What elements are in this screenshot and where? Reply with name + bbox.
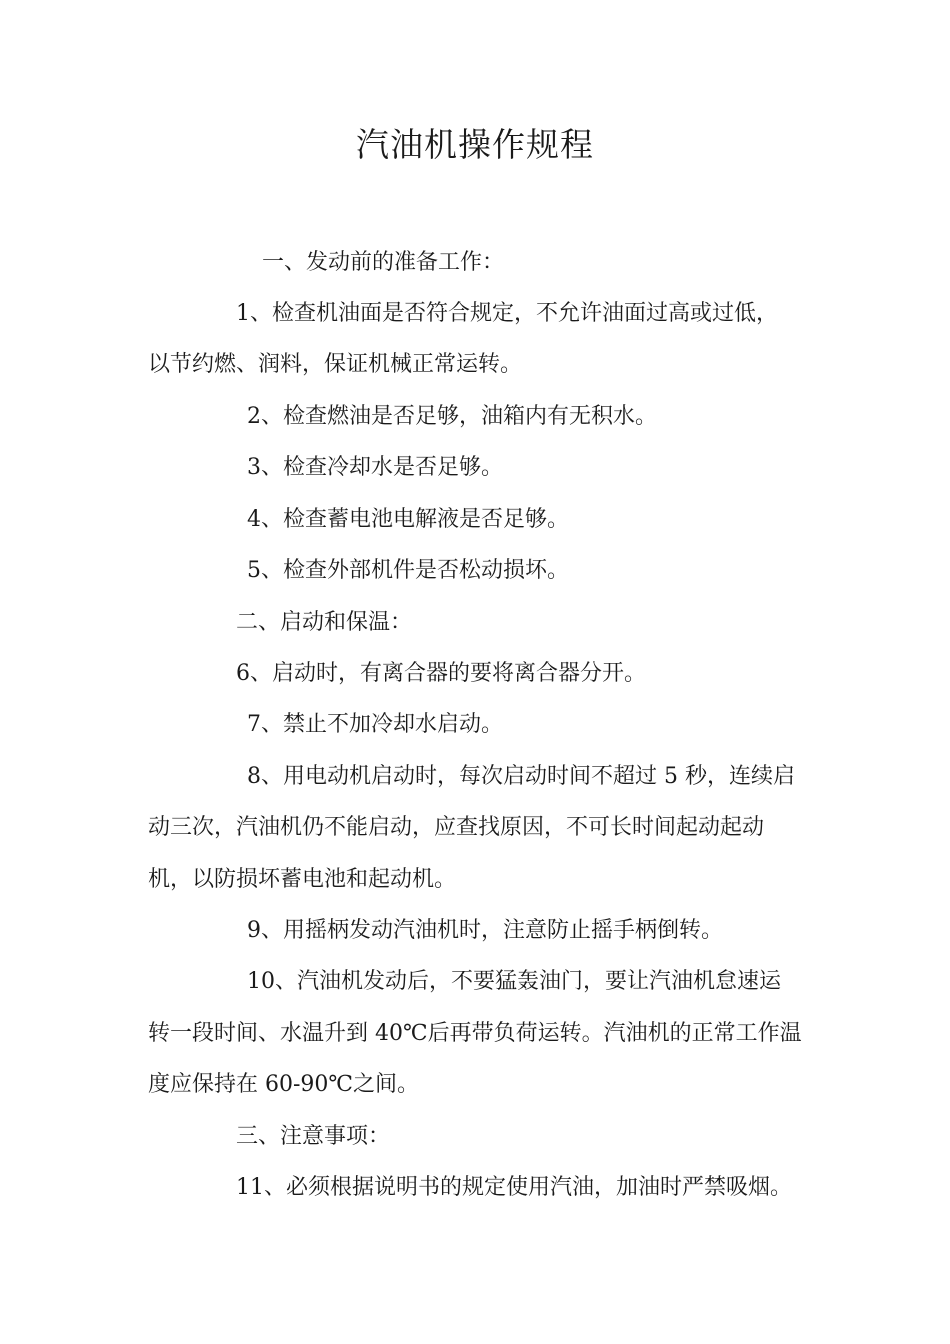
section-heading-preparation: 一、发动前的准备工作：	[262, 250, 505, 275]
paragraph-line: 转一段时间、水温升到 40℃后再带负荷运转。汽油机的正常工作温	[148, 1021, 802, 1046]
paragraph-line: 1、检查机油面是否符合规定，不允许油面过高或过低，	[236, 301, 778, 326]
paragraph-line: 2、检查燃油是否足够，油箱内有无积水。	[247, 404, 657, 429]
paragraph-line: 10、汽油机发动后，不要猛轰油门，要让汽油机怠速运	[247, 969, 781, 994]
paragraph-line: 8、用电动机启动时，每次启动时间不超过 5 秒，连续启	[247, 764, 795, 789]
paragraph-line: 5、检查外部机件是否松动损坏。	[247, 558, 569, 583]
paragraph-line: 11、必须根据说明书的规定使用汽油，加油时严禁吸烟。	[236, 1175, 792, 1200]
paragraph-line: 4、检查蓄电池电解液是否足够。	[247, 507, 569, 532]
paragraph-line: 以节约燃、润料，保证机械正常运转。	[148, 352, 523, 377]
section-heading-notes: 三、注意事项：	[236, 1124, 391, 1149]
paragraph-line: 动三次，汽油机仍不能启动，应查找原因，不可长时间起动起动	[148, 815, 765, 840]
paragraph-line: 3、检查冷却水是否足够。	[247, 455, 503, 480]
paragraph-line: 度应保持在 60-90℃之间。	[148, 1072, 420, 1097]
paragraph-line: 机，以防损坏蓄电池和起动机。	[148, 867, 457, 892]
paragraph-line: 9、用摇柄发动汽油机时，注意防止摇手柄倒转。	[247, 918, 723, 943]
paragraph-line: 7、禁止不加冷却水启动。	[247, 712, 503, 737]
document-title: 汽油机操作规程	[356, 125, 594, 164]
paragraph-line: 6、启动时，有离合器的要将离合器分开。	[236, 661, 646, 686]
section-heading-startup: 二、启动和保温：	[236, 610, 413, 635]
